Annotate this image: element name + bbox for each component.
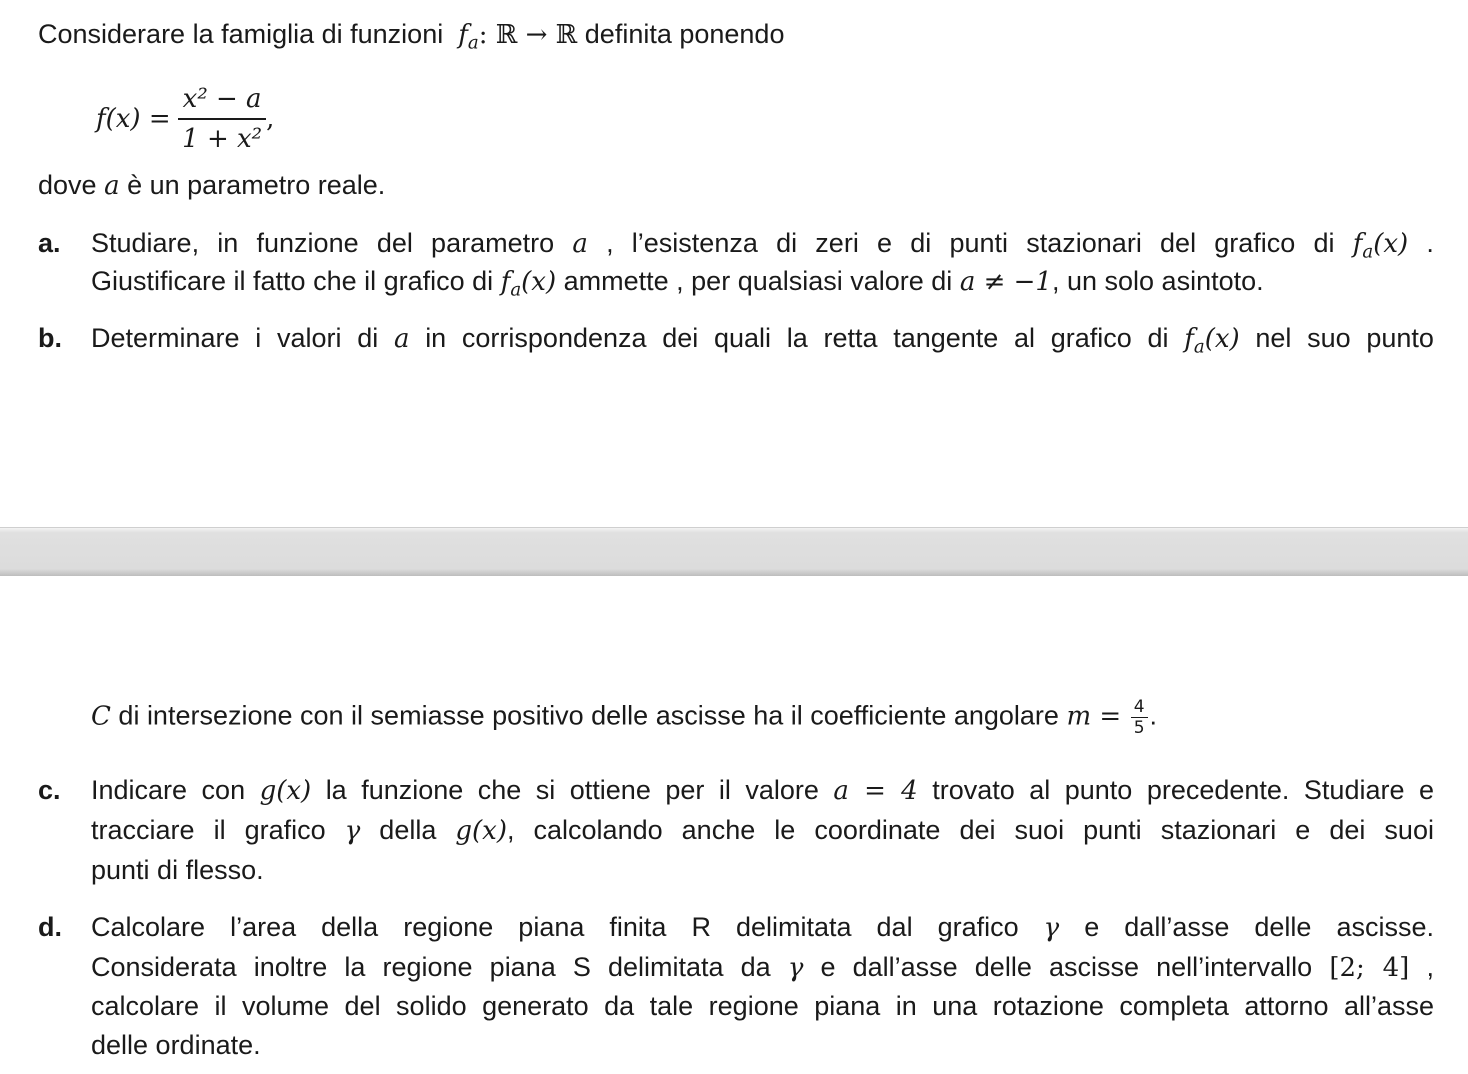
item-d-l3-text: calcolare il volume del solido generato da tale regione piana in una rotazione completa attorno all’asse	[91, 991, 1434, 1021]
item-d-line4: delle ordinate.	[91, 1030, 261, 1060]
slope-fraction	[1131, 697, 1148, 738]
item-d-line1	[91, 912, 1434, 943]
gamma-symbol-3: γ	[787, 953, 804, 983]
item-c-line1	[91, 775, 1434, 806]
function-definition	[96, 80, 274, 158]
a-equals-4: a = 4	[833, 776, 918, 806]
slope-den: 5	[1133, 718, 1145, 738]
item-a-text: Studiare, in funzione del parametro	[91, 228, 555, 258]
item-c-text: Indicare con	[91, 775, 246, 805]
item-d-text: Calcolare l’area della regione piana finita R delimitata dal grafico	[91, 912, 1019, 942]
item-b-line1	[91, 323, 1434, 357]
item-a-text-2: , l’esistenza di zeri e di punti stazionari del grafico di	[606, 228, 1335, 258]
formula-comma: ,	[266, 104, 275, 134]
item-b-end: .	[1149, 700, 1158, 731]
item-c-l2-text: tracciare il grafico	[91, 815, 326, 845]
item-b-fa: $f_a(x)$	[1184, 324, 1240, 358]
gamma-symbol-2: γ	[1043, 913, 1060, 943]
domain-mapping: : ℝ → ℝ	[478, 20, 578, 50]
item-a-fa-2: $f_a(x)$	[500, 267, 557, 301]
item-a-l2-mid: ammette , per qualsiasi valore di	[563, 266, 953, 296]
item-c-della: della	[379, 815, 437, 845]
item-c-l2-after: , calcolando anche le coordinate dei suoi punti stazionari e dei suoi	[506, 815, 1434, 845]
item-b-var: a	[393, 324, 410, 354]
item-c-mid: la funzione che si ottiene per il valore	[325, 775, 819, 805]
item-a-line1	[91, 228, 1434, 262]
item-d-line2	[91, 952, 1434, 983]
formula-denominator: 1 + x²	[182, 124, 263, 154]
item-d-line3	[91, 991, 1434, 1022]
item-a-line2	[91, 266, 1264, 300]
item-a-var: a	[572, 229, 588, 259]
slope-num: 4	[1131, 697, 1148, 718]
item-a-period: .	[1426, 228, 1434, 258]
page-break	[0, 527, 1468, 576]
g-function: g(x)	[259, 776, 312, 806]
item-b-l2-text: di intersezione con il semiasse positivo delle ascisse ha il coefficiente angolare	[118, 700, 1059, 731]
item-a-l2-text: Giustificare il fatto che il grafico di	[91, 266, 494, 296]
param-text-after: è un parametro reale.	[127, 170, 386, 200]
item-b-text: Determinare i valori di	[91, 323, 379, 353]
slope-m: m =	[1066, 701, 1122, 732]
param-text-before: dove	[38, 170, 97, 200]
g-function-2: g(x)	[455, 816, 507, 846]
intro-line	[38, 19, 784, 53]
item-d-l2-text: Considerata inoltre la regione piana S delimitata da	[91, 952, 771, 982]
item-a-label: a.	[38, 228, 61, 258]
item-c-line2	[91, 815, 1434, 846]
fa-symbol: $f_a$	[458, 20, 479, 54]
item-c-label: c.	[38, 775, 61, 805]
intro-text-after: definita ponendo	[584, 19, 785, 49]
item-d-l2-mid: e dall’asse delle ascisse nell’intervallo	[820, 952, 1313, 982]
item-a-fa: $f_a(x)$	[1352, 229, 1409, 263]
item-b-label: b.	[38, 323, 62, 353]
formula-lhs: f(x) =	[96, 104, 171, 134]
item-b-mid: in corrispondenza dei quali la retta tangente al grafico di	[425, 323, 1169, 353]
formula-numerator: x² − a	[178, 80, 266, 120]
item-c-line3: punti di flesso.	[91, 855, 264, 885]
item-c-after: trovato al punto precedente. Studiare e	[932, 775, 1434, 805]
item-a-l2-after: , un solo asintoto.	[1051, 266, 1264, 296]
param-line	[38, 170, 385, 201]
gamma-symbol: γ	[344, 816, 361, 846]
item-b-line2	[91, 697, 1157, 738]
item-d-label: d.	[38, 912, 62, 942]
param-var: a	[104, 171, 120, 201]
item-a-condition: a ≠ −1	[959, 267, 1052, 297]
intro-text: Considerare la famiglia di funzioni	[38, 19, 444, 49]
point-c-var: C	[91, 701, 111, 732]
item-d-after: e dall’asse delle ascisse.	[1084, 912, 1434, 942]
item-b-after: nel suo punto	[1255, 323, 1434, 353]
formula-fraction	[178, 80, 266, 158]
interval: [2; 4]	[1329, 953, 1410, 983]
item-d-l2-end: ,	[1426, 952, 1434, 982]
